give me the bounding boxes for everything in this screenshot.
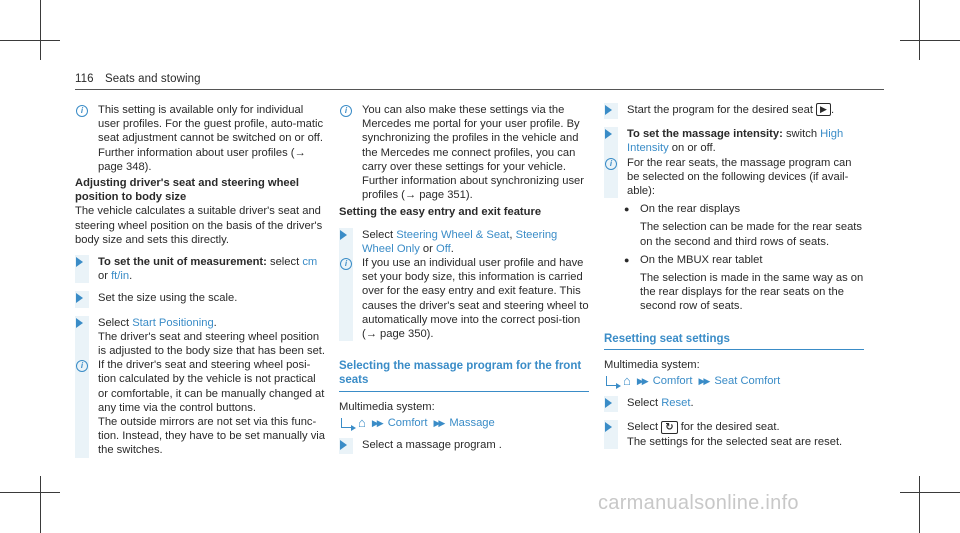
option-cm[interactable]: cm (302, 256, 318, 269)
step-text: . (450, 242, 454, 255)
step (339, 228, 589, 256)
info-icon: i (340, 105, 352, 117)
column-1 (75, 103, 325, 458)
crop-mark (40, 0, 41, 60)
page-header (75, 72, 201, 86)
subheading: Setting the easy entry and exit feature (339, 206, 542, 219)
path-corner-icon (341, 418, 352, 428)
step (604, 103, 864, 119)
steering-wheel-only-link[interactable]: Steering Wheel Only (362, 228, 558, 255)
reset-icon[interactable]: ↻ (661, 421, 677, 434)
step-arrow-icon (76, 318, 83, 328)
subheading: Adjusting driver's seat and steering wheel position to body size (75, 177, 299, 204)
steering-wheel-seat-link[interactable]: Steering Wheel & Seat (396, 228, 510, 241)
crop-mark (900, 492, 960, 493)
step (75, 316, 325, 359)
info-icon: i (340, 258, 352, 270)
step (339, 438, 589, 454)
comfort-menu-item[interactable]: Comfort (387, 416, 428, 429)
step-text: Select (627, 397, 662, 410)
step-text: Start the program for the desired seat (627, 104, 817, 116)
bullet-icon: ● (624, 254, 630, 265)
step-label: To set the unit of measurement: (98, 256, 267, 269)
step-arrow-icon (340, 440, 347, 450)
info-note (75, 103, 325, 174)
section-heading: Selecting the massage program for the front seats (339, 360, 582, 387)
note-text: The outside mirrors are not set via this func-tion. Instead, they have to be set manually via the switches. (98, 416, 325, 457)
crop-mark (900, 40, 960, 41)
note-text: For the rear seats, the massage program can be selected on the following devices (if avail-able): (627, 156, 852, 198)
home-icon[interactable]: ⌂ (358, 414, 366, 430)
info-note (339, 103, 589, 202)
info-icon: i (76, 105, 88, 117)
step-arrow-icon (340, 230, 347, 240)
step-text: or (98, 270, 112, 283)
bullet-description: The selection is made in the same way as on the rear displays for the rear seats on the second row of seats. (640, 272, 864, 313)
step-text: Set the size using the scale. (98, 292, 238, 305)
path-corner-icon (606, 376, 617, 386)
off-link[interactable]: Off (436, 242, 451, 255)
list-item (604, 202, 864, 249)
multimedia-label: Multimedia system: (339, 400, 435, 413)
step-text: . (690, 397, 694, 410)
step-description: The driver's seat and steering wheel position is adjusted to the body size that has been set. (98, 330, 326, 358)
paragraph: The vehicle calculates a suitable driver's seat and steering wheel position on the basis of the driver's body size and sets this directly. (75, 205, 323, 246)
massage-menu-item[interactable]: Massage (449, 416, 495, 429)
section-title: Seats and stowing (104, 73, 201, 85)
info-icon: i (76, 360, 88, 372)
option-ft-in[interactable]: ft/in (111, 270, 130, 283)
crop-mark (0, 492, 60, 493)
section-divider (339, 391, 589, 392)
crop-mark (40, 476, 41, 533)
step-text: . (213, 316, 217, 329)
play-icon[interactable]: ▶ (816, 103, 831, 116)
start-positioning-link[interactable]: Start Positioning (132, 316, 214, 329)
page-number: 116 (75, 73, 94, 85)
step-arrow-icon (76, 257, 83, 267)
step-arrow-icon (605, 129, 612, 139)
step (75, 291, 325, 307)
section-divider (604, 349, 864, 350)
multimedia-label: Multimedia system: (604, 358, 700, 371)
step (604, 396, 864, 412)
chevron-right-icon: ▶▶ (636, 376, 647, 387)
bullet-icon: ● (624, 204, 630, 215)
reset-link[interactable]: Reset (661, 397, 691, 410)
bullet-title: On the rear displays (640, 203, 741, 216)
bullet-description: The selection can be made for the rear seats on the second and third rows of seats. (640, 221, 863, 248)
list-item (604, 253, 864, 314)
info-icon: i (605, 158, 617, 170)
bullet-title: On the MBUX rear tablet (640, 253, 763, 266)
comfort-menu-item[interactable]: Comfort (652, 375, 693, 388)
watermark: carmanualsonline.info (598, 492, 799, 514)
step-text: . (830, 104, 835, 116)
menu-path (604, 374, 864, 388)
note-text: This setting is available only for individual user profiles. For the guest profile, auto-matic seat adjustment cannot be switched on or off. Further information about user profiles (→ page 348). (98, 104, 324, 173)
section-heading: Resetting seat settings (604, 332, 730, 345)
chevron-right-icon: ▶▶ (698, 376, 709, 387)
step-arrow-icon (76, 293, 83, 303)
column-3 (604, 103, 864, 449)
column-2 (339, 103, 589, 454)
step-arrow-icon (605, 105, 612, 115)
step (604, 420, 864, 448)
step-text: Select (362, 228, 397, 241)
info-note (75, 358, 325, 457)
step-text: Select (98, 316, 133, 329)
note-text: If you use an individual user profile and have set your body size, this information is carried over for the easy entry and exit feature. This causes the driver's seat and steering wheel to automatically move into the correct posi-tion (→ page 350). (362, 257, 589, 341)
chevron-right-icon: ▶▶ (433, 417, 444, 428)
step-text: Select (627, 421, 662, 434)
crop-mark (919, 476, 920, 533)
step-label: To set the massage intensity: (627, 128, 783, 141)
note-text: If the driver's seat and steering wheel posi-tion calculated by the vehicle is not practical or comfortable, it can be manually changed at any time via the control buttons. (98, 359, 325, 414)
step-text: on or off. (668, 142, 716, 155)
high-intensity-toggle[interactable]: High Intensity (627, 128, 844, 155)
seat-comfort-menu-item[interactable]: Seat Comfort (714, 375, 781, 388)
step-text: . (129, 270, 133, 283)
menu-path (339, 416, 589, 430)
header-divider (75, 89, 884, 90)
home-icon[interactable]: ⌂ (623, 373, 631, 389)
step-text: switch (782, 128, 821, 141)
chevron-right-icon: ▶▶ (371, 417, 382, 428)
step-text: , (509, 228, 516, 241)
step-text: select (266, 256, 303, 269)
step-arrow-icon (605, 422, 612, 432)
info-note (604, 156, 864, 199)
step-text: for the desired seat. (677, 421, 780, 434)
step-description: The settings for the selected seat are reset. (627, 435, 843, 448)
crop-mark (919, 0, 920, 60)
step-text: Select a massage program . (362, 439, 502, 452)
note-text: You can also make these settings via the Mercedes me portal for your user profile. By synchronizing the profiles in the vehicle and the Mercedes me connect profiles, you can carry over these settings for your vehicle. Further information about synchronizing user profiles (→ page 351). (362, 104, 584, 202)
step (75, 255, 325, 283)
step-text: or (419, 242, 436, 255)
info-note (339, 256, 589, 341)
step-arrow-icon (605, 398, 612, 408)
crop-mark (0, 40, 60, 41)
step (604, 127, 864, 155)
